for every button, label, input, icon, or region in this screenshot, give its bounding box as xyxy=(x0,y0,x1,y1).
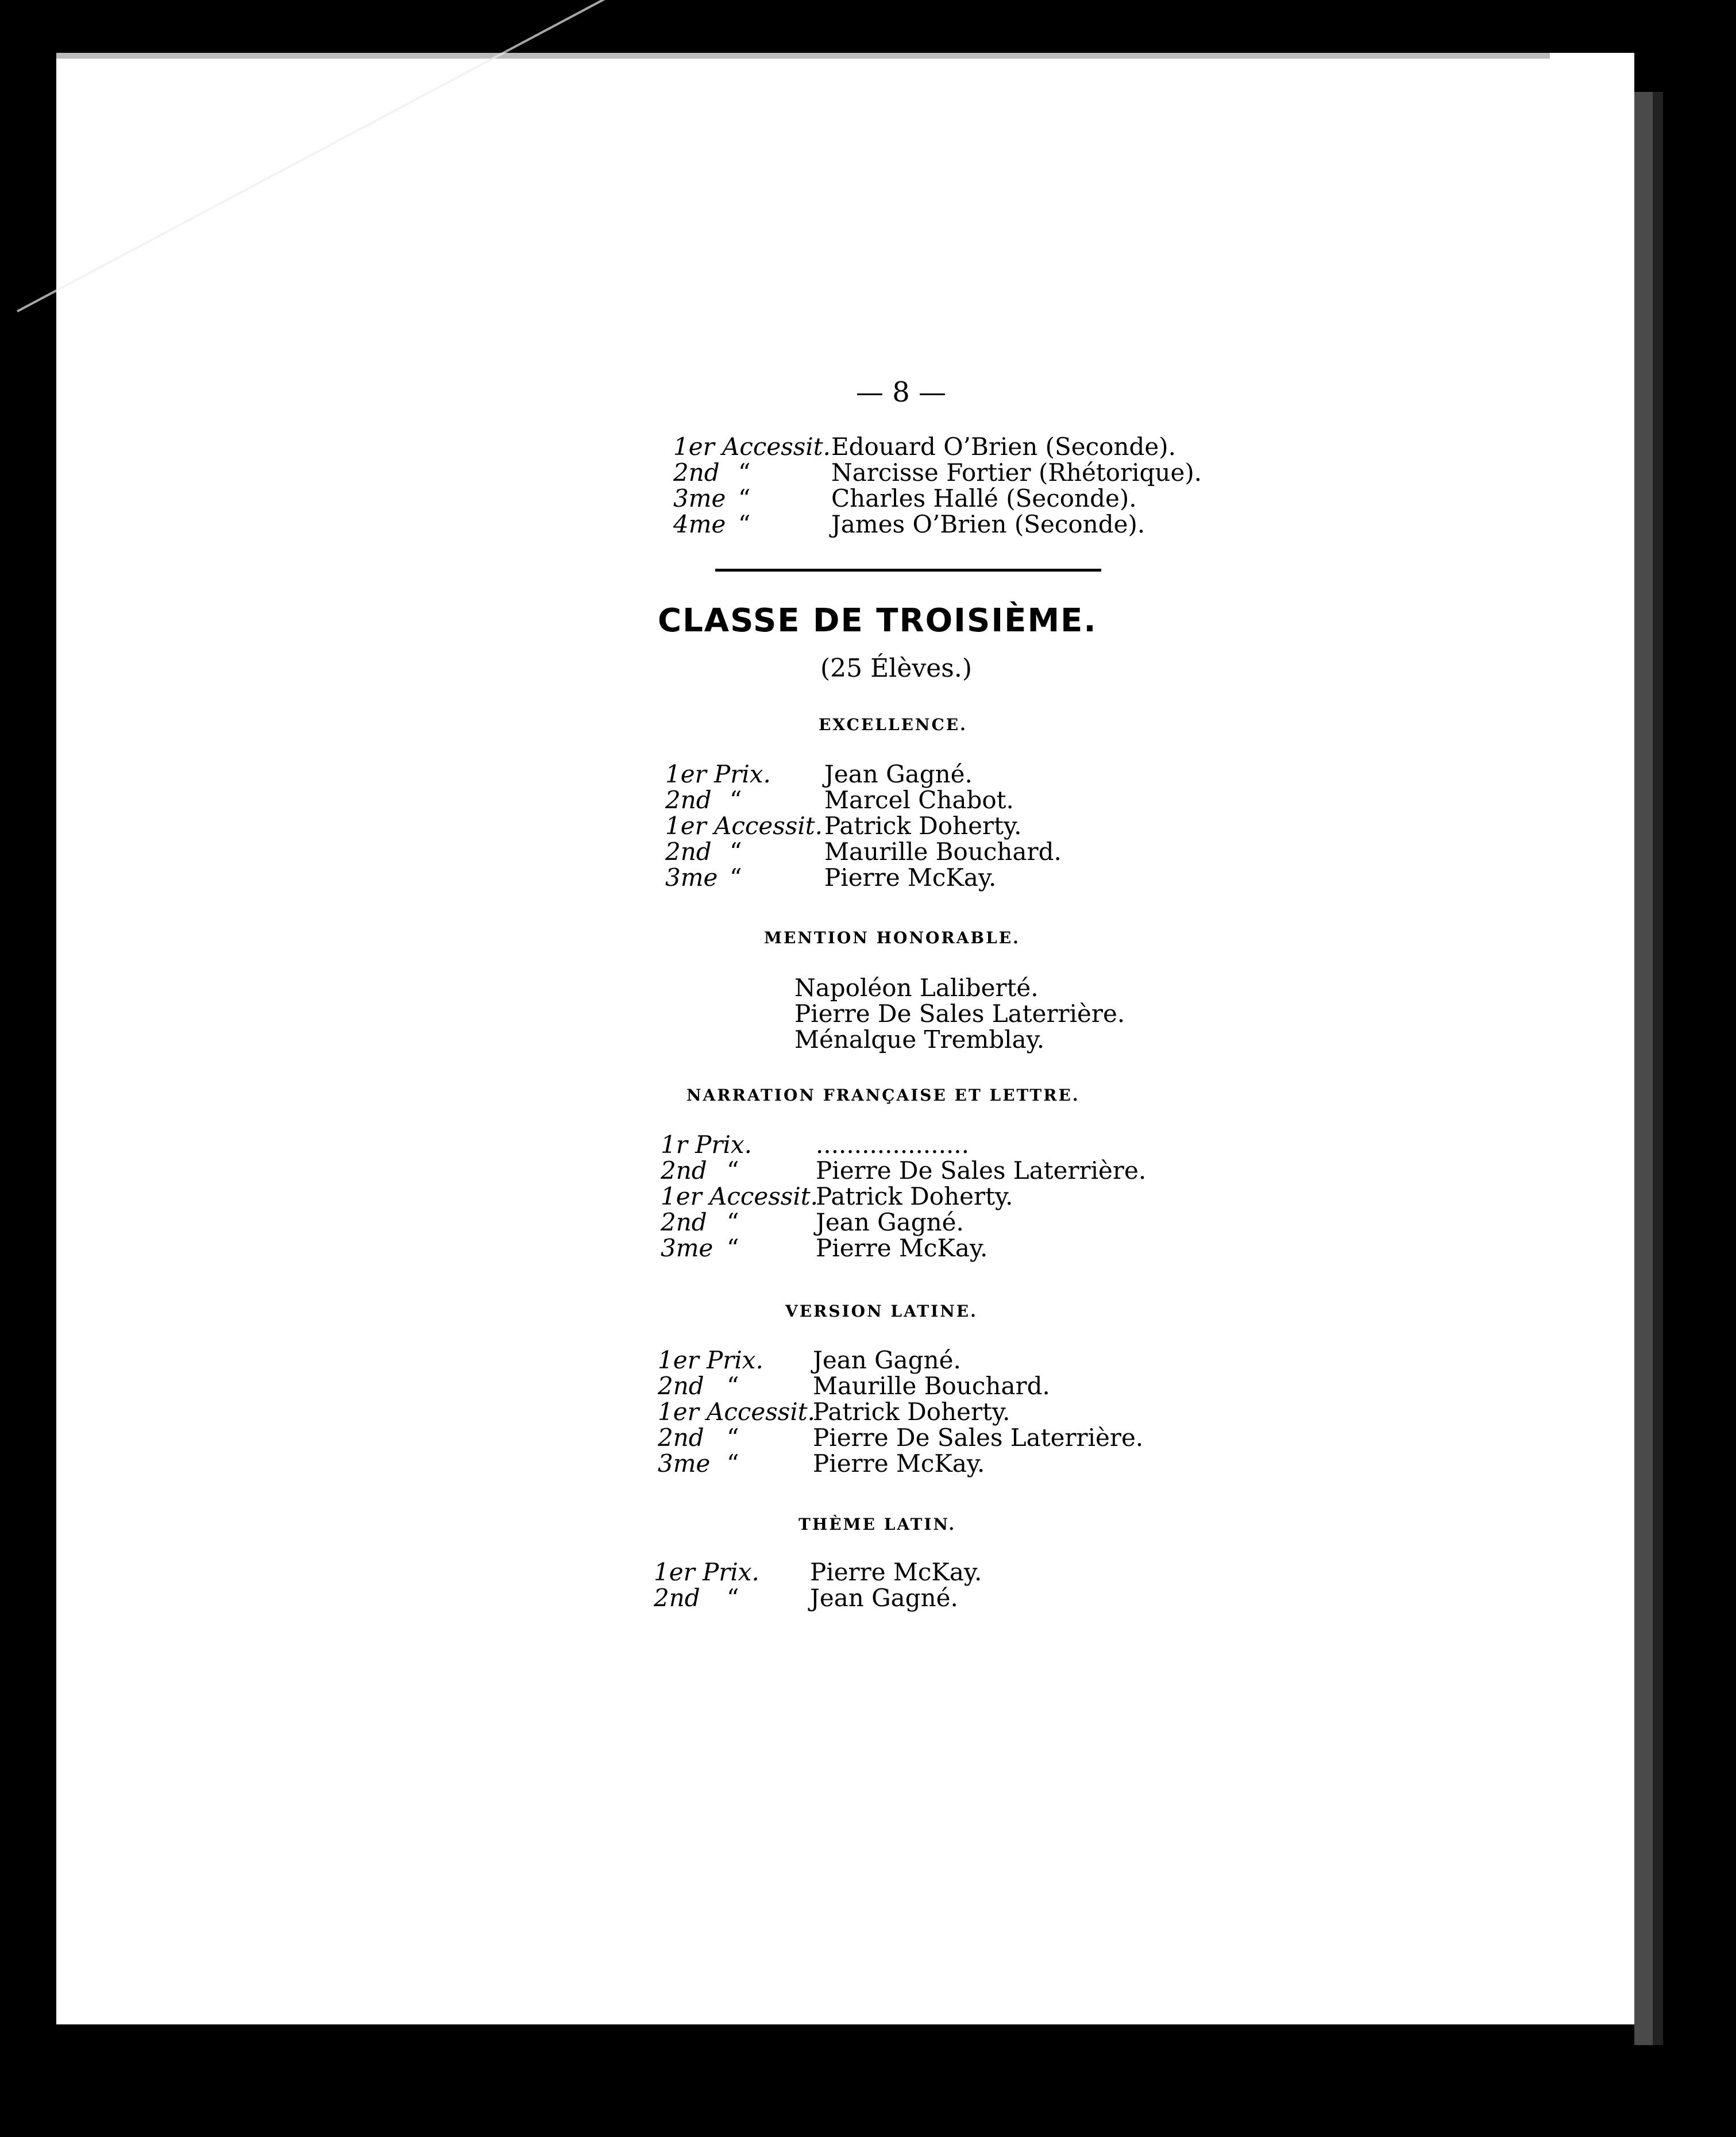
student-name: Maurille Bouchard. xyxy=(824,838,1062,866)
student-name: Pierre De Sales Laterrière. xyxy=(794,1000,1125,1028)
prize-rank-label: 3me xyxy=(661,1234,713,1262)
prize-rank-label: 1er Prix. xyxy=(658,1346,763,1374)
prize-rank-label: 1er Accessit. xyxy=(665,812,823,840)
prize-rank-label: 1er Accessit. xyxy=(661,1182,819,1210)
prize-rank-label: 1er Accessit. xyxy=(673,433,831,461)
section-title: VERSION LATINE. xyxy=(785,1302,978,1321)
student-name: Pierre McKay. xyxy=(810,1558,982,1586)
student-name: Pierre McKay. xyxy=(824,863,997,892)
student-name: Patrick Doherty. xyxy=(824,812,1022,840)
ditto-mark: “ xyxy=(727,1156,739,1185)
section-title: MENTION HONORABLE. xyxy=(764,928,1020,947)
student-name: Narcisse Fortier (Rhétorique). xyxy=(831,458,1202,487)
class-title: CLASSE DE TROISIÈME. xyxy=(658,602,1097,639)
section-title: NARRATION FRANÇAISE ET LETTRE. xyxy=(686,1086,1080,1105)
page-number: — 8 — xyxy=(856,376,947,408)
prize-rank-label: 1er Prix. xyxy=(654,1558,759,1586)
student-name: Charles Hallé (Seconde). xyxy=(831,484,1137,512)
prize-rank-label: 2nd xyxy=(661,1208,707,1236)
student-name: Edouard O’Brien (Seconde). xyxy=(831,433,1176,461)
section-title: THÈME LATIN. xyxy=(798,1515,956,1534)
student-name: Marcel Chabot. xyxy=(824,786,1014,814)
horizontal-rule xyxy=(715,569,1101,572)
student-name: Pierre McKay. xyxy=(813,1449,985,1478)
prize-rank-label: 2nd xyxy=(665,838,712,866)
student-name: Maurille Bouchard. xyxy=(813,1372,1050,1400)
prize-rank-label: 2nd xyxy=(658,1372,704,1400)
prize-rank-label: 1r Prix. xyxy=(661,1131,752,1159)
student-name: Jean Gagné. xyxy=(824,760,973,788)
student-name: Pierre De Sales Laterrière. xyxy=(816,1156,1147,1185)
student-name: Jean Gagné. xyxy=(816,1208,964,1236)
ditto-mark: “ xyxy=(727,1234,739,1262)
ditto-mark: “ xyxy=(730,863,742,892)
ditto-mark: “ xyxy=(738,458,751,487)
student-name: James O’Brien (Seconde). xyxy=(831,510,1145,538)
student-name: .................... xyxy=(816,1131,970,1159)
ditto-mark: “ xyxy=(727,1208,739,1236)
prize-rank-label: 3me xyxy=(665,863,718,892)
prize-rank-label: 2nd xyxy=(665,786,712,814)
student-name: Ménalque Tremblay. xyxy=(794,1025,1045,1054)
prize-rank-label: 1er Accessit. xyxy=(658,1398,816,1426)
class-count: (25 Élèves.) xyxy=(820,654,972,683)
section-title: EXCELLENCE. xyxy=(819,715,967,734)
ditto-mark: “ xyxy=(738,510,751,538)
ditto-mark: “ xyxy=(727,1372,739,1400)
ditto-mark: “ xyxy=(738,484,751,512)
student-name: Jean Gagné. xyxy=(813,1346,961,1374)
prize-rank-label: 2nd xyxy=(654,1584,700,1612)
prize-rank-label: 2nd xyxy=(658,1424,704,1452)
prize-rank-label: 3me xyxy=(658,1449,711,1478)
student-name: Pierre McKay. xyxy=(816,1234,988,1262)
ditto-mark: “ xyxy=(730,786,742,814)
student-name: Jean Gagné. xyxy=(810,1584,958,1612)
prize-rank-label: 4me xyxy=(673,510,726,538)
ditto-mark: “ xyxy=(727,1584,739,1612)
ditto-mark: “ xyxy=(727,1424,739,1452)
prize-rank-label: 3me xyxy=(673,484,726,512)
student-name: Patrick Doherty. xyxy=(816,1182,1013,1210)
prize-rank-label: 2nd xyxy=(673,458,720,487)
student-name: Pierre De Sales Laterrière. xyxy=(813,1424,1144,1452)
student-name: Patrick Doherty. xyxy=(813,1398,1010,1426)
prize-rank-label: 1er Prix. xyxy=(665,760,771,788)
ditto-mark: “ xyxy=(727,1449,739,1478)
student-name: Napoléon Laliberté. xyxy=(794,974,1039,1002)
ditto-mark: “ xyxy=(730,838,742,866)
prize-rank-label: 2nd xyxy=(661,1156,707,1185)
